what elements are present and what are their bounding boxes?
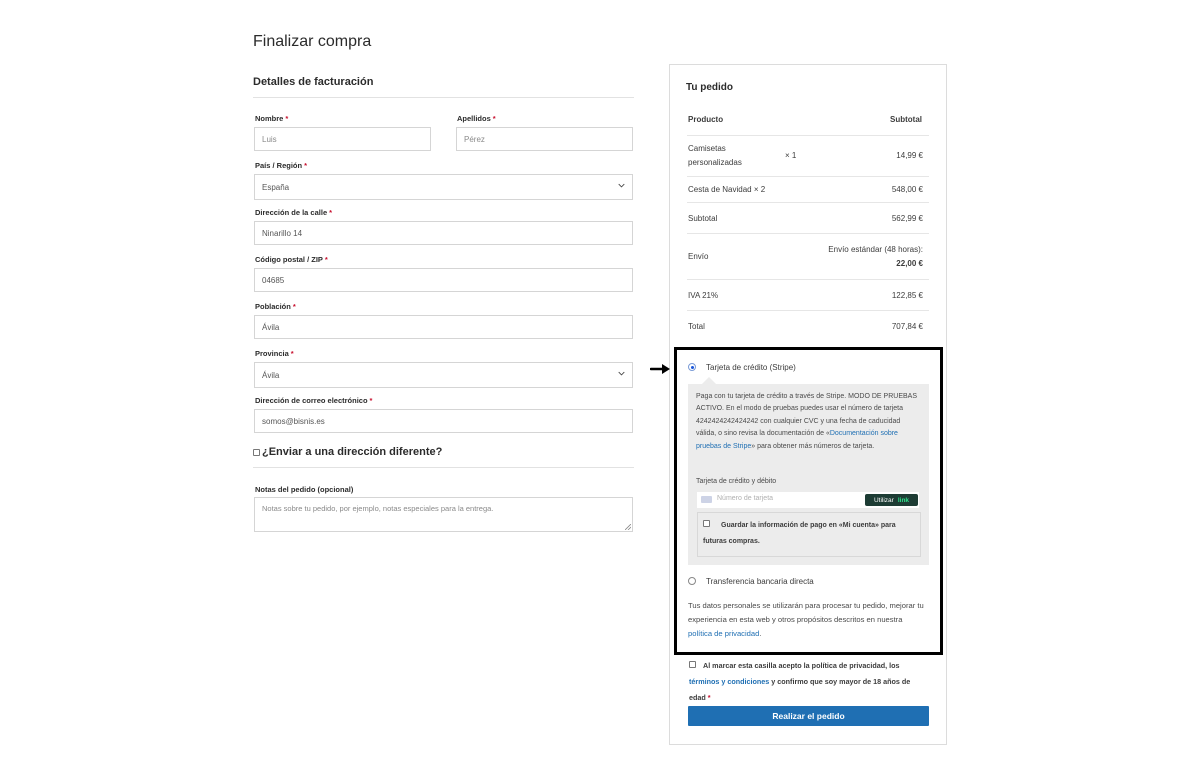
city-label: Población * <box>255 302 296 311</box>
stripe-docs-link[interactable]: Documentación sobre pruebas de Stripe <box>696 430 898 450</box>
city-field[interactable]: Ávila <box>254 315 633 339</box>
province-label: Provincia * <box>255 349 294 358</box>
terms-link[interactable]: términos y condiciones <box>689 676 770 686</box>
divider <box>687 135 929 136</box>
order-title: Tu pedido <box>686 82 734 93</box>
order-item-qty: × 1 <box>785 151 797 160</box>
email-field[interactable]: somos@bisnis.es <box>254 409 633 433</box>
divider <box>687 279 929 280</box>
shipping-value: 22,00 € <box>896 259 923 268</box>
postcode-field[interactable]: 04685 <box>254 268 633 292</box>
shipping-method: Envío estándar (48 horas): <box>828 245 923 254</box>
save-payment-label: Guardar la información de pago en «Mi cuenta» para futuras compras. <box>703 522 896 545</box>
order-item-name: Camisetas <box>688 144 726 153</box>
billing-section-title: Detalles de facturación <box>253 76 374 88</box>
email-label: Dirección de correo electrónico * <box>255 396 373 405</box>
privacy-notice: Tus datos personales se utilizarán para procesar tu pedido, mejorar tu experiencia en esta web y otros propósitos descritos en nuestra política de privacidad. <box>688 601 924 639</box>
order-item-name: Cesta de Navidad × 2 <box>688 185 766 194</box>
order-notes-textarea[interactable]: Notas sobre tu pedido, por ejemplo, notas especiales para la entrega. <box>254 497 633 532</box>
subtotal-column-header: Subtotal <box>890 115 922 124</box>
bank-transfer-radio[interactable] <box>688 577 696 585</box>
place-order-button[interactable]: Realizar el pedido <box>688 706 929 726</box>
order-item-price: 548,00 € <box>891 185 923 194</box>
use-link-button[interactable]: Utilizar link <box>865 494 918 506</box>
card-label: Tarjeta de crédito y débito <box>696 478 777 485</box>
street-label: Dirección de la calle * <box>255 208 333 217</box>
arrow-right-icon <box>650 363 672 375</box>
divider <box>253 467 634 468</box>
notes-label: Notas del pedido (opcional) <box>255 485 354 494</box>
card-number-placeholder: Número de tarjeta <box>717 495 774 502</box>
subtotal-value: 562,99 € <box>891 214 923 223</box>
shipping-label: Envío <box>688 252 709 261</box>
privacy-policy-link[interactable]: política de privacidad <box>688 629 760 639</box>
province-select[interactable]: Ávila <box>254 362 633 388</box>
ship-different-label: ¿Enviar a una dirección diferente? <box>262 446 443 458</box>
description-pointer <box>702 377 716 384</box>
last-name-label: Apellidos * <box>457 114 496 123</box>
page-title: Finalizar compra <box>253 33 372 50</box>
ship-different-checkbox[interactable] <box>253 449 260 456</box>
country-select[interactable]: España <box>254 174 633 200</box>
divider <box>687 176 929 177</box>
first-name-label: Nombre * <box>255 114 289 123</box>
divider <box>687 233 929 234</box>
total-label: Total <box>688 322 705 331</box>
first-name-field[interactable]: Luis <box>254 127 431 151</box>
divider <box>687 310 929 311</box>
last-name-field[interactable]: Pérez <box>456 127 633 151</box>
street-field[interactable]: Ninarillo 14 <box>254 221 633 245</box>
tax-label: IVA 21% <box>688 291 719 300</box>
tax-value: 122,85 € <box>891 291 923 300</box>
divider <box>253 97 634 98</box>
chevron-down-icon <box>618 182 625 189</box>
country-label: País / Región * <box>255 161 308 170</box>
stripe-description: Paga con tu tarjeta de crédito a través de Stripe. MODO DE PRUEBAS ACTIVO. En el modo de pruebas puedes usar el número de tarjeta 4242424242424242 con cualquier CVC y una fecha de caducidad válida, o sino revisa la documentación de «Documentación sobre pruebas de Stripe» para obtener más números de tarjeta. <box>696 393 917 450</box>
terms-label: Al marcar esta casilla acepto la política de privacidad, los términos y condiciones y confirmo que soy mayor de 18 años de edad * <box>689 661 911 702</box>
postcode-label: Código postal / ZIP * <box>255 255 328 264</box>
divider <box>687 202 929 203</box>
order-item-name-continued: personalizadas <box>688 158 742 167</box>
total-value: 707,84 € <box>891 322 923 331</box>
order-item-price: 14,99 € <box>896 151 923 160</box>
stripe-radio[interactable] <box>688 363 696 371</box>
subtotal-label: Subtotal <box>688 214 718 223</box>
product-column-header: Producto <box>688 115 724 124</box>
chevron-down-icon <box>618 370 625 377</box>
bank-transfer-label[interactable]: Transferencia bancaria directa <box>706 577 814 586</box>
resize-handle-icon[interactable] <box>625 524 631 530</box>
stripe-label[interactable]: Tarjeta de crédito (Stripe) <box>706 363 796 372</box>
credit-card-icon <box>701 496 712 503</box>
